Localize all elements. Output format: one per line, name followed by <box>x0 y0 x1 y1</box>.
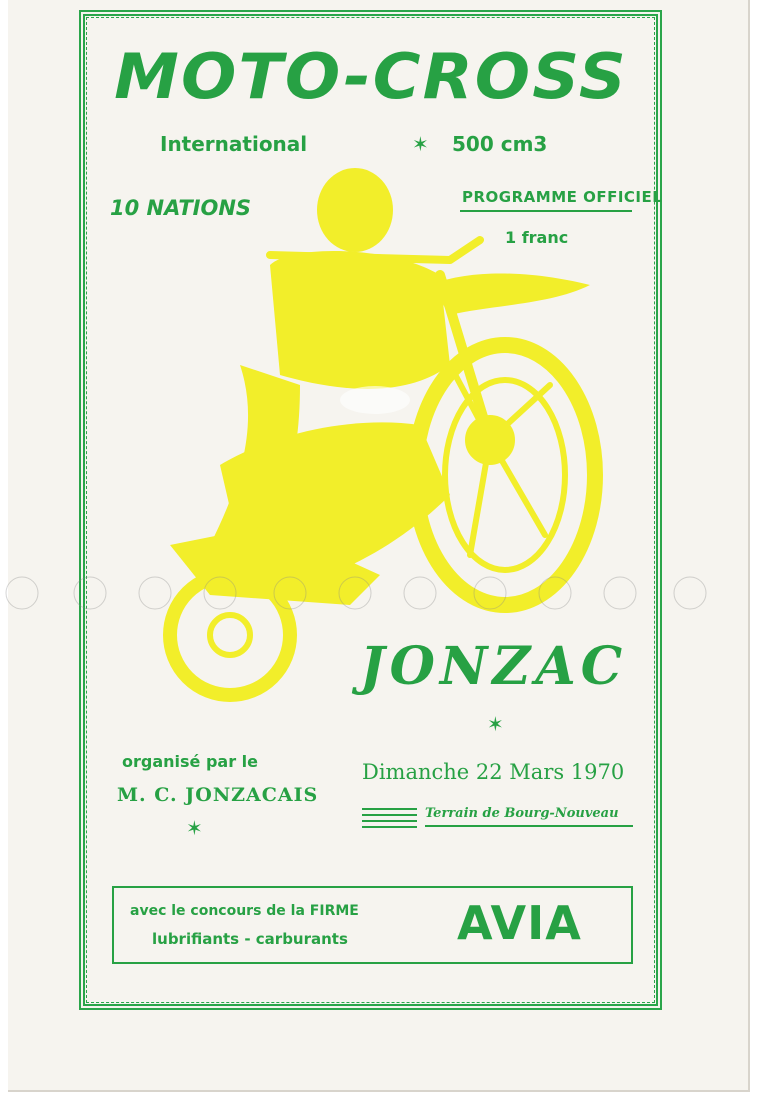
programme-label: PROGRAMME OFFICIEL <box>462 188 663 206</box>
venue-name: Terrain de Bourg-Nouveau <box>425 806 619 821</box>
event-date: Dimanche 22 Mars 1970 <box>362 760 625 784</box>
sponsor-line-2: lubrifiants - carburants <box>152 930 348 948</box>
subtitle-displacement: 500 cm3 <box>452 132 548 156</box>
star-icon: ✶ <box>412 132 429 156</box>
organizer-name: M. C. JONZACAIS <box>117 784 319 806</box>
subtitle-international: International <box>160 132 308 156</box>
sponsor-line-1: avec le concours de la FIRME <box>130 903 359 919</box>
venue-underline <box>425 825 633 827</box>
price-label: 1 franc <box>505 228 569 247</box>
city-title: JONZAC <box>360 636 628 697</box>
star-icon: ✶ <box>487 712 504 736</box>
sponsor-brand: AVIA <box>457 896 582 950</box>
hatch-decoration <box>362 806 417 828</box>
organizer-intro: organisé par le <box>122 752 258 771</box>
photo-watermark <box>0 565 759 625</box>
nations-label: 10 NATIONS <box>110 196 252 220</box>
event-title: MOTO-CROSS <box>114 40 628 113</box>
star-icon: ✶ <box>186 816 203 840</box>
